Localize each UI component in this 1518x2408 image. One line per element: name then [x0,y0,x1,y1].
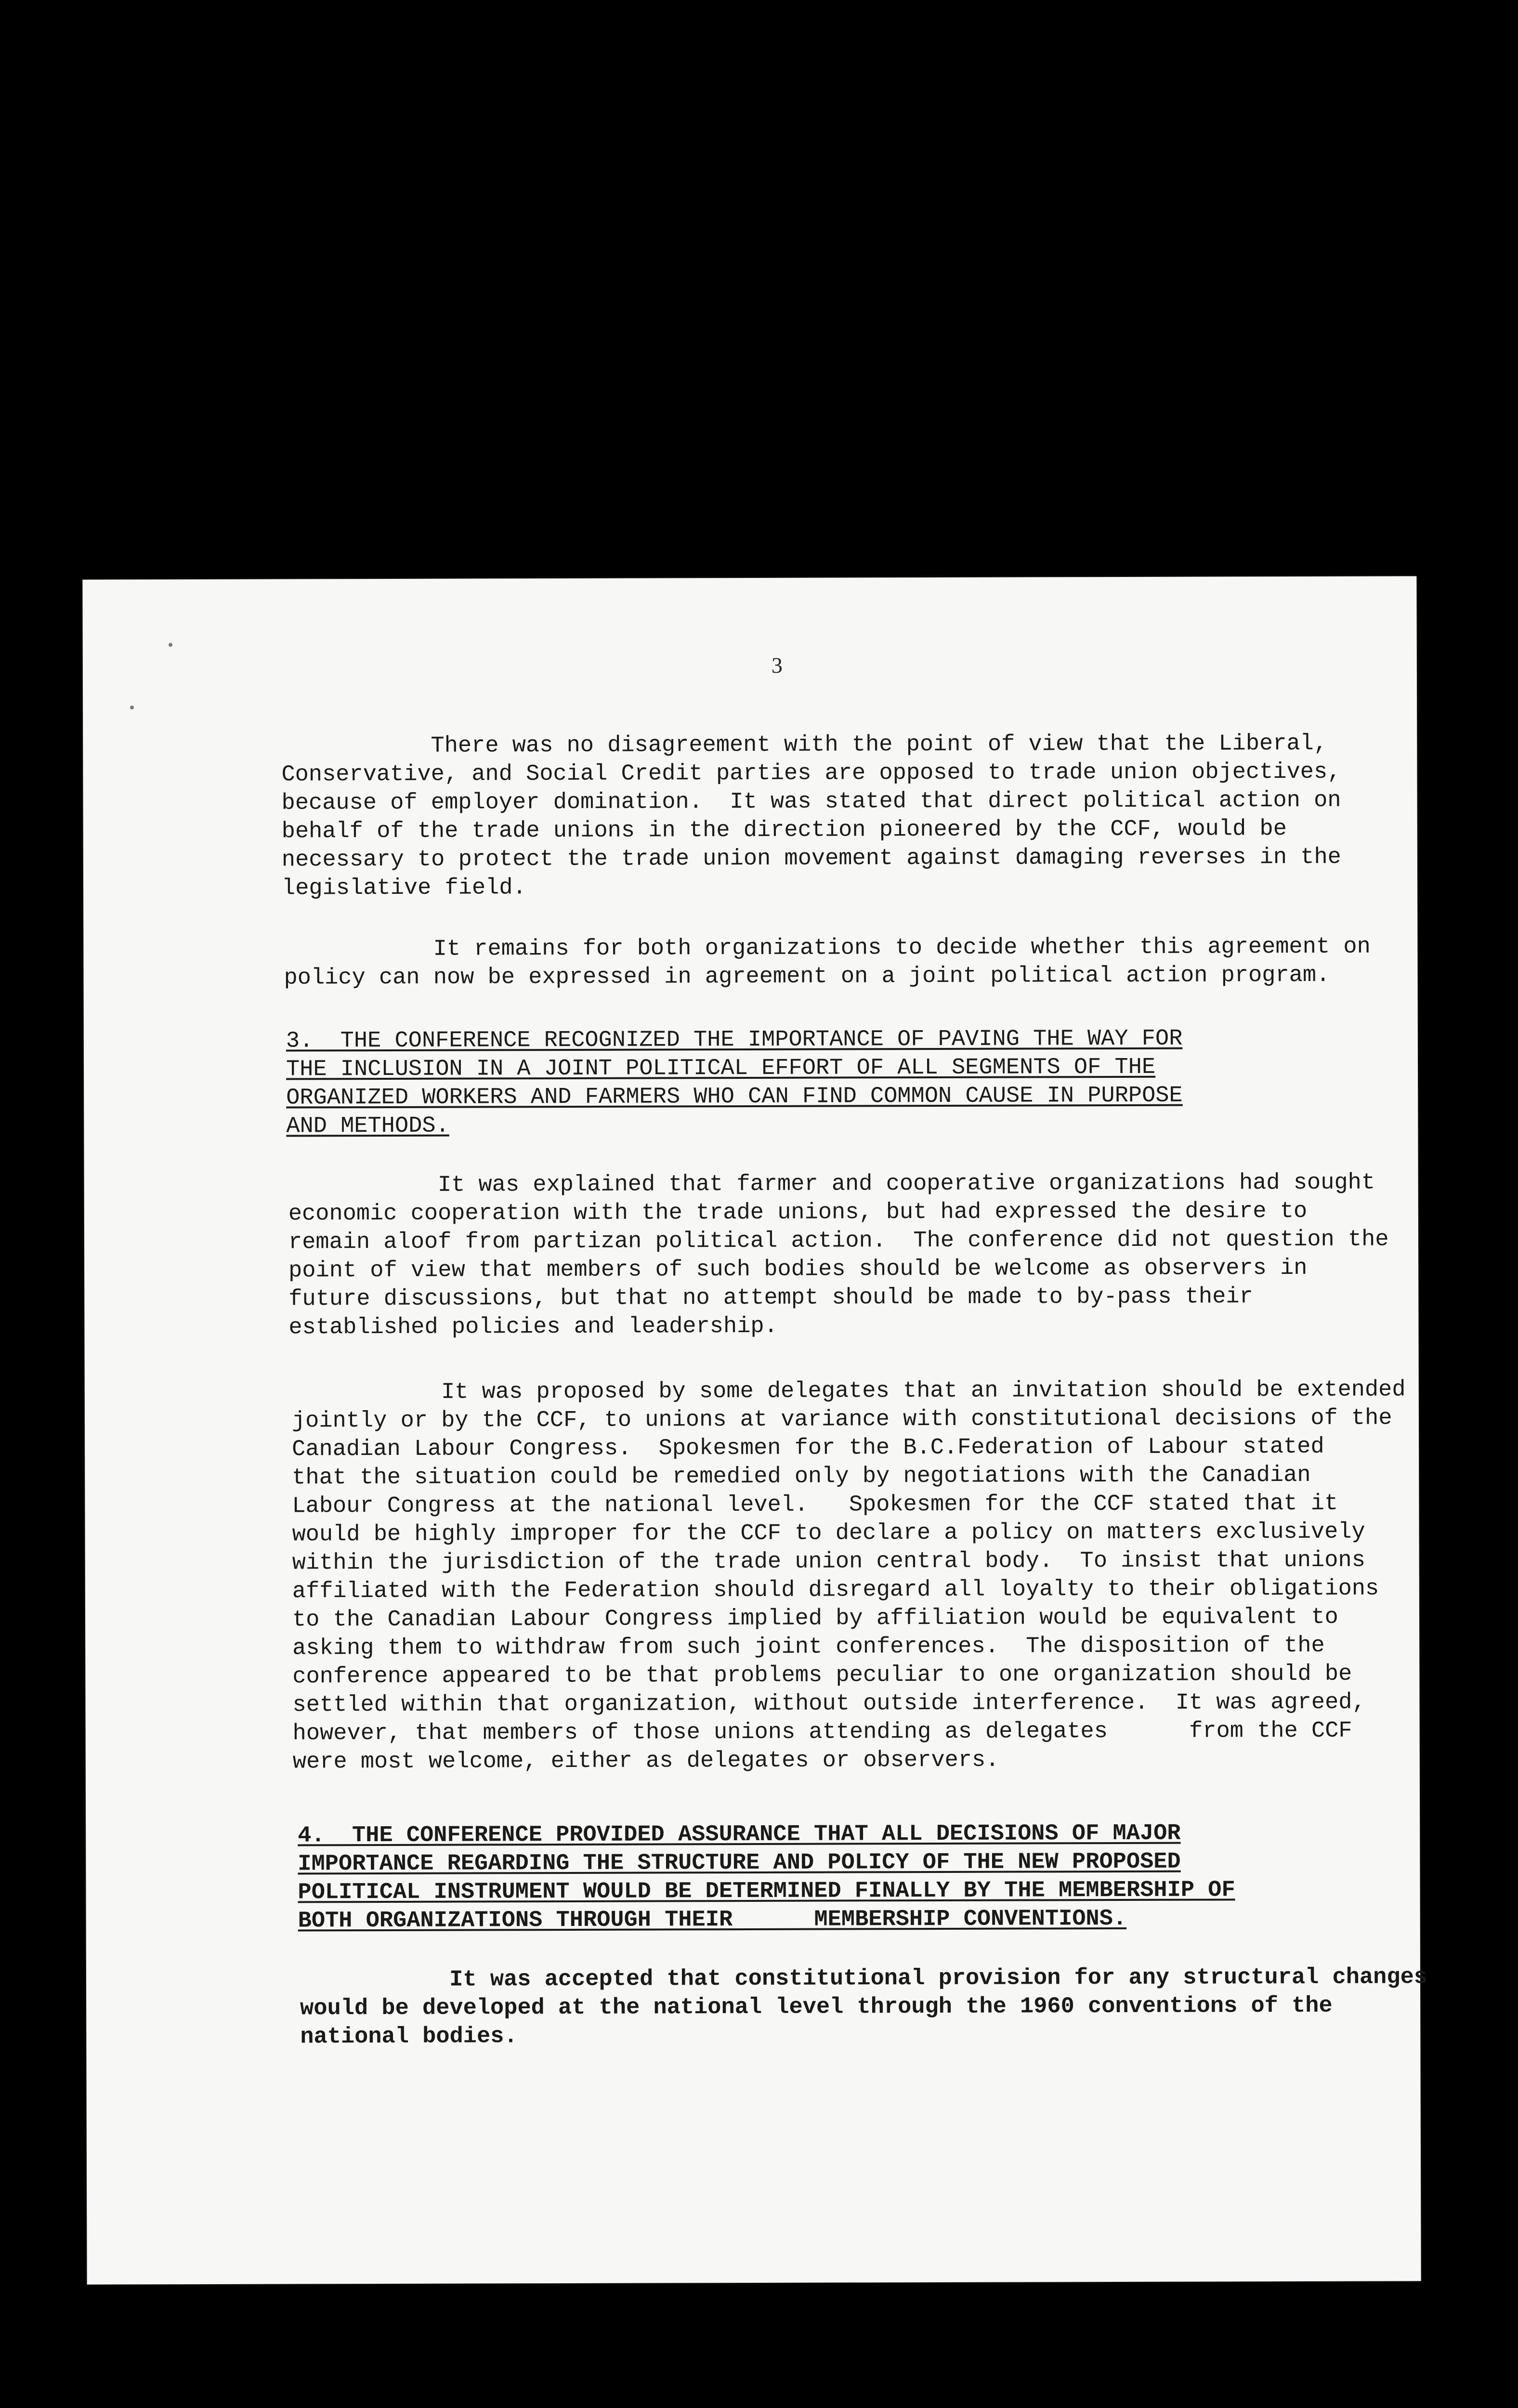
film-speck [169,643,172,647]
paragraph-5: It was accepted that constitutional provision for any structural changes would be developed at the national level through the 1960 conventions of the national bodies. [300,1964,1428,2050]
paragraph-2: It remains for both organizations to decide whether this agreement on policy can now be expressed in agreement on a joint political action program. [284,934,1371,991]
paragraph-4: It was proposed by some delegates that an invitation should be extended jointly or by the CCF, to unions at variance with constitutional decisions of the Canadian Labour Congress. Spokesmen for the B.C.Federation of Labour stated that the situation could be remedied only by negotiations with the Canadian Labour Congress at the national level. Spokesmen for the CCF stated that it would be highly improper for the CCF to declare a policy on matters exclusively within the jurisdiction of the trade union central body. To insist that unions affiliated with the Federation should disregard all loyalty to their obligations to the Canadian Labour Congress implied by affiliation would be equivalent to asking them to withdraw from such joint conferences. The disposition of the conference appeared to be that problems peculiar to one organization should be settled within that organization, without outside interference. It was agreed, however, that members of those unions attending as delegates from the CCF were most welcome, either as delegates or observers. [291,1377,1406,1775]
section-3-heading: 3. THE CONFERENCE RECOGNIZED THE IMPORTANCE OF PAVING THE WAY FOR THE INCLUSION IN A JOINT POLITICAL EFFORT OF ALL SEGMENTS OF THE ORGANIZED WORKERS AND FARMERS WHO CAN FIND COMMON CAUSE IN PURPOSE AND METHODS. [286,1026,1183,1139]
document-page [82,576,1428,2284]
page-number: 3 [771,653,783,678]
paragraph-3: It was explained that farmer and cooperative organizations had sought economic cooperation with the trade unions, but had expressed the desire to remain aloof from partizan political action. The conference did not question the point of view that members of such bodies should be welcome as observers in future discussions, but that no attempt should be made to by-pass their established policies and leadership. [288,1170,1389,1341]
paragraph-1: There was no disagreement with the point of view that the Liberal, Conservative, and Social Credit parties are opposed to trade union objectives, because of employer domination. It was stated that direct political action on behalf of the trade unions in the direction pioneered by the CCF, would be necessary to protect the trade union movement against damaging reverses in the legislative field. [281,731,1341,902]
film-speck [130,706,134,709]
section-4-heading: 4. THE CONFERENCE PROVIDED ASSURANCE THAT ALL DECISIONS OF MAJOR IMPORTANCE REGARDING THE STRUCTURE AND POLICY OF THE NEW PROPOSED POLITICAL INSTRUMENT WOULD BE DETERMINED FINALLY BY THE MEMBERSHIP OF BOTH ORGANIZATIONS THROUGH THEIR MEMBERSHIP CONVENTIONS. [298,1820,1235,1934]
